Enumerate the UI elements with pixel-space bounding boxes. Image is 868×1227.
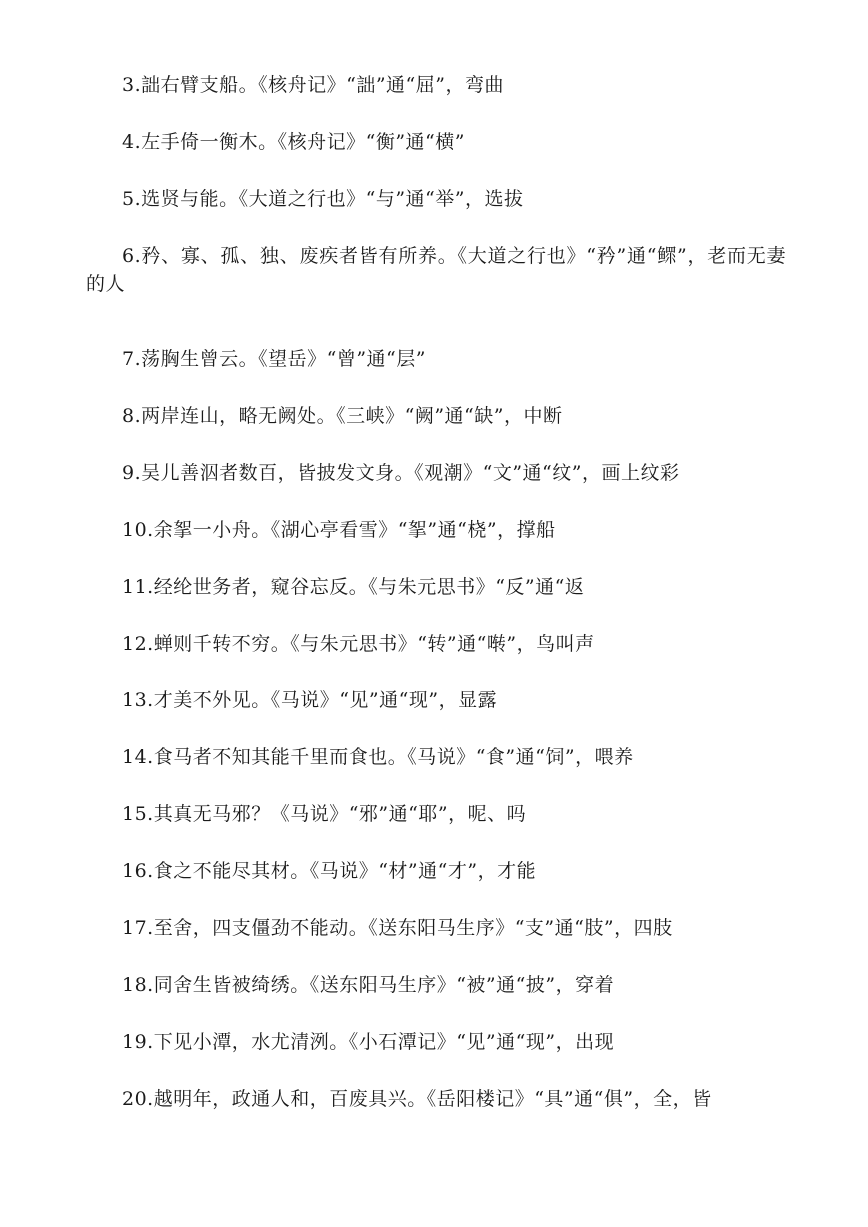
list-item: 6.矜、寡、孤、独、废疾者皆有所养。《大道之行也》“矜”通“鳏”，老而无妻的人 [86, 245, 786, 295]
list-item: 17.至舍，四支僵劲不能动。《送东阳马生序》“支”通“肢”，四肢 [122, 917, 673, 939]
list-item: 8.两岸连山，略无阙处。《三峡》“阙”通“缺”，中断 [122, 405, 563, 427]
list-item: 18.同舍生皆被绮绣。《送东阳马生序》“被”通“披”，穿着 [122, 974, 615, 996]
list-item: 20.越明年，政通人和，百废具兴。《岳阳楼记》“具”通“俱”，全，皆 [122, 1088, 712, 1110]
list-item: 14.食马者不知其能千里而食也。《马说》“食”通“饲”，喂养 [122, 746, 634, 768]
list-item: 19.下见小潭，水尤清洌。《小石潭记》“见”通“现”，出现 [122, 1031, 615, 1053]
list-item: 12.蝉则千转不穷。《与朱元思书》“转”通“啭”，鸟叫声 [122, 633, 595, 655]
list-item: 9.吴儿善泅者数百，皆披发文身。《观潮》“文”通“纹”，画上纹彩 [122, 462, 680, 484]
list-item: 7.荡胸生曾云。《望岳》“曾”通“层” [122, 348, 426, 370]
list-item: 11.经纶世务者，窥谷忘反。《与朱元思书》“反”通“返 [122, 576, 585, 598]
list-item: 13.才美不外见。《马说》“见”通“现”，显露 [122, 689, 498, 711]
list-item: 16.食之不能尽其材。《马说》“材”通“才”，才能 [122, 860, 537, 882]
list-item: 5.选贤与能。《大道之行也》“与”通“举”，选拔 [122, 188, 524, 210]
list-item: 4.左手倚一衡木。《核舟记》“衡”通“横” [122, 131, 465, 153]
list-item: 3.詘右臂支船。《核舟记》“詘”通“屈”，弯曲 [122, 74, 504, 96]
list-item: 10.余挐一小舟。《湖心亭看雪》“挐”通“桡”，撑船 [122, 519, 556, 541]
list-item: 15.其真无马邪？《马说》“邪”通“耶”，呢、吗 [122, 803, 527, 825]
